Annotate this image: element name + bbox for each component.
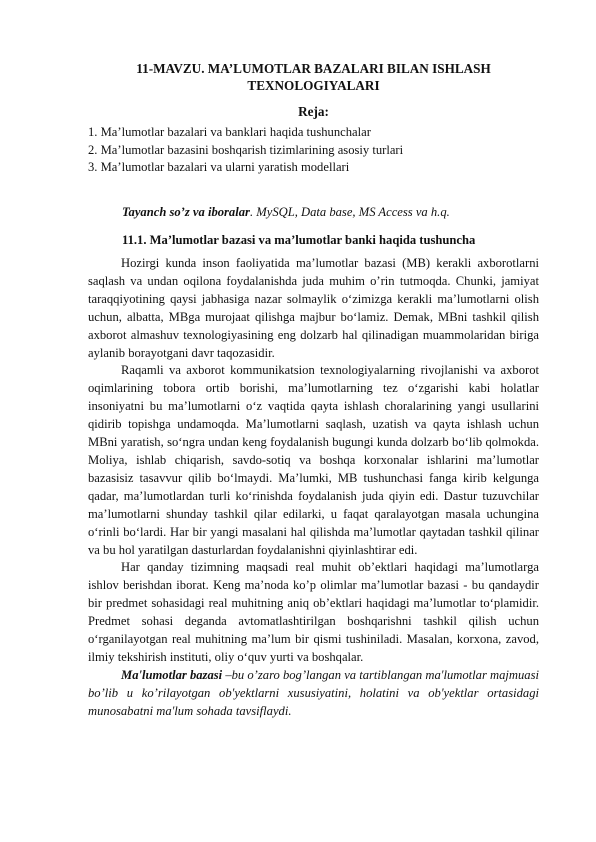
paragraph: Har qanday tizimning maqsadi real muhit ob’ektlari haqidagi ma’lumotlarga ishlov berishdan iborat. Keng ma’noda ko’p olimlar ma’lumotlar bazasi - bu qandaydir bir predmet sohasidagi real muhitning aniq ob’ektlari haqidagi ma’lumotlar to‘plamidir. Predmet sohasi deganda avtomatlashtirilgan boshqarishni tashkil qilish uchun o‘rganilayotgan real muhitning ma’lum bir qismi tushiniladi. Masalan, korxona, zavod, ilmiy tekshirish instituti, oliy o‘quv yurti va boshqalar. bbox=[88, 560, 539, 664]
keywords-line bbox=[122, 204, 539, 221]
keywords-text: . MySQL, Data base, MS Access va h.q. bbox=[249, 205, 450, 219]
plan-heading: Reja: bbox=[298, 104, 329, 119]
plan-list bbox=[88, 124, 539, 177]
definition-term: Ma'lumotlar bazasi bbox=[121, 667, 223, 682]
definition-text: –bu o’zaro bog’langan va tartiblangan ma'lumotlar majmuasi bo’lib u ko’rilayotgan ob'yektlarni xususiyatini, holatini va ob'yektlar ortasidagi munosabatni ma'lum sohada tavsiflaydi. bbox=[88, 667, 539, 718]
body-text bbox=[88, 255, 539, 721]
keywords-label: Tayanch so’z va iboralar bbox=[122, 205, 250, 219]
plan-item: 2. Ma’lumotlar bazasini boshqarish tizimlarining asosiy turlari bbox=[88, 142, 404, 157]
plan-item: 1. Ma’lumotlar bazalari va banklari haqida tushunchalar bbox=[88, 125, 371, 139]
paragraph: Raqamli va axborot kommunikatsion texnologiyalarning rivojlanishi va axborot oqimlarining tobora ortib borishi, ma’lumotlarning tez o‘zgarishi kabi holatlar insoniyatni bu ma’lumotlarni o‘z vaqtida qayta ishlash choralarining yangi usullarini qidirib topishga undamoqda. Ma’lumotlarni saqlash, uzatish va qayta ishlash uchun MBni yaratish, so‘ngra undan keng foydalanish bugungi kunda dolzarb bo‘lib qolmokda. Moliya, ishlab chiqarish, savdo-sotiq va boshqa korxonalar ishlarini ma’lumotlar bazasisiz tasavvur qilib bo‘lmaydi. Ma’lumki, MB tushunchasi fanga kirib kelgunga qadar, ma’lumotlardan turli ko‘rinishda foydalanish juda qiyin edi. Dastur tuzuvchilar ma’lumotlarni shunday tashkil qilar edilarki, u faqat qaralayotgan masala uchungina o‘rinli bo‘lardi. Har bir yangi masalani hal qilishda ma’lumotlar qaytadan tashkil qilinar va bu hol yaratilgan dasturlardan foydalanishni qiyinlashtirar edi. bbox=[88, 363, 539, 557]
section-heading: 11.1. Ma’lumotlar bazasi va ma’lumotlar banki haqida tushuncha bbox=[122, 233, 476, 247]
paragraph: Hozirgi kunda inson faoliyatida ma’lumotlar bazasi (MB) kerakli axborotlarni saqlash va undan oqilona foydalanishda juda muhim o’rin tutmoqda. Chunki, jamiyat taraqqiyotining qaysi jabhasiga nazar solmaylik o‘zimizga kerakli ma’lumotlarni olish uchun, albatta, MBga murojaat qilishga majbur bo‘lamiz. Demak, MBni tashkil qilish axborot almashuv texnologiyasining eng dolzarb hal qilinadigan muammolaridan biriga aylanib borayotgani davr taqozasidir. bbox=[88, 256, 539, 360]
plan-item: 3. Ma’lumotlar bazalari va ularni yaratish modellari bbox=[88, 160, 350, 174]
definition-paragraph bbox=[88, 667, 539, 721]
page-title: 11-MAVZU. MA’LUMOTLAR BAZALARI BILAN ISHLASH TEXNOLOGIYALARI bbox=[136, 61, 491, 93]
